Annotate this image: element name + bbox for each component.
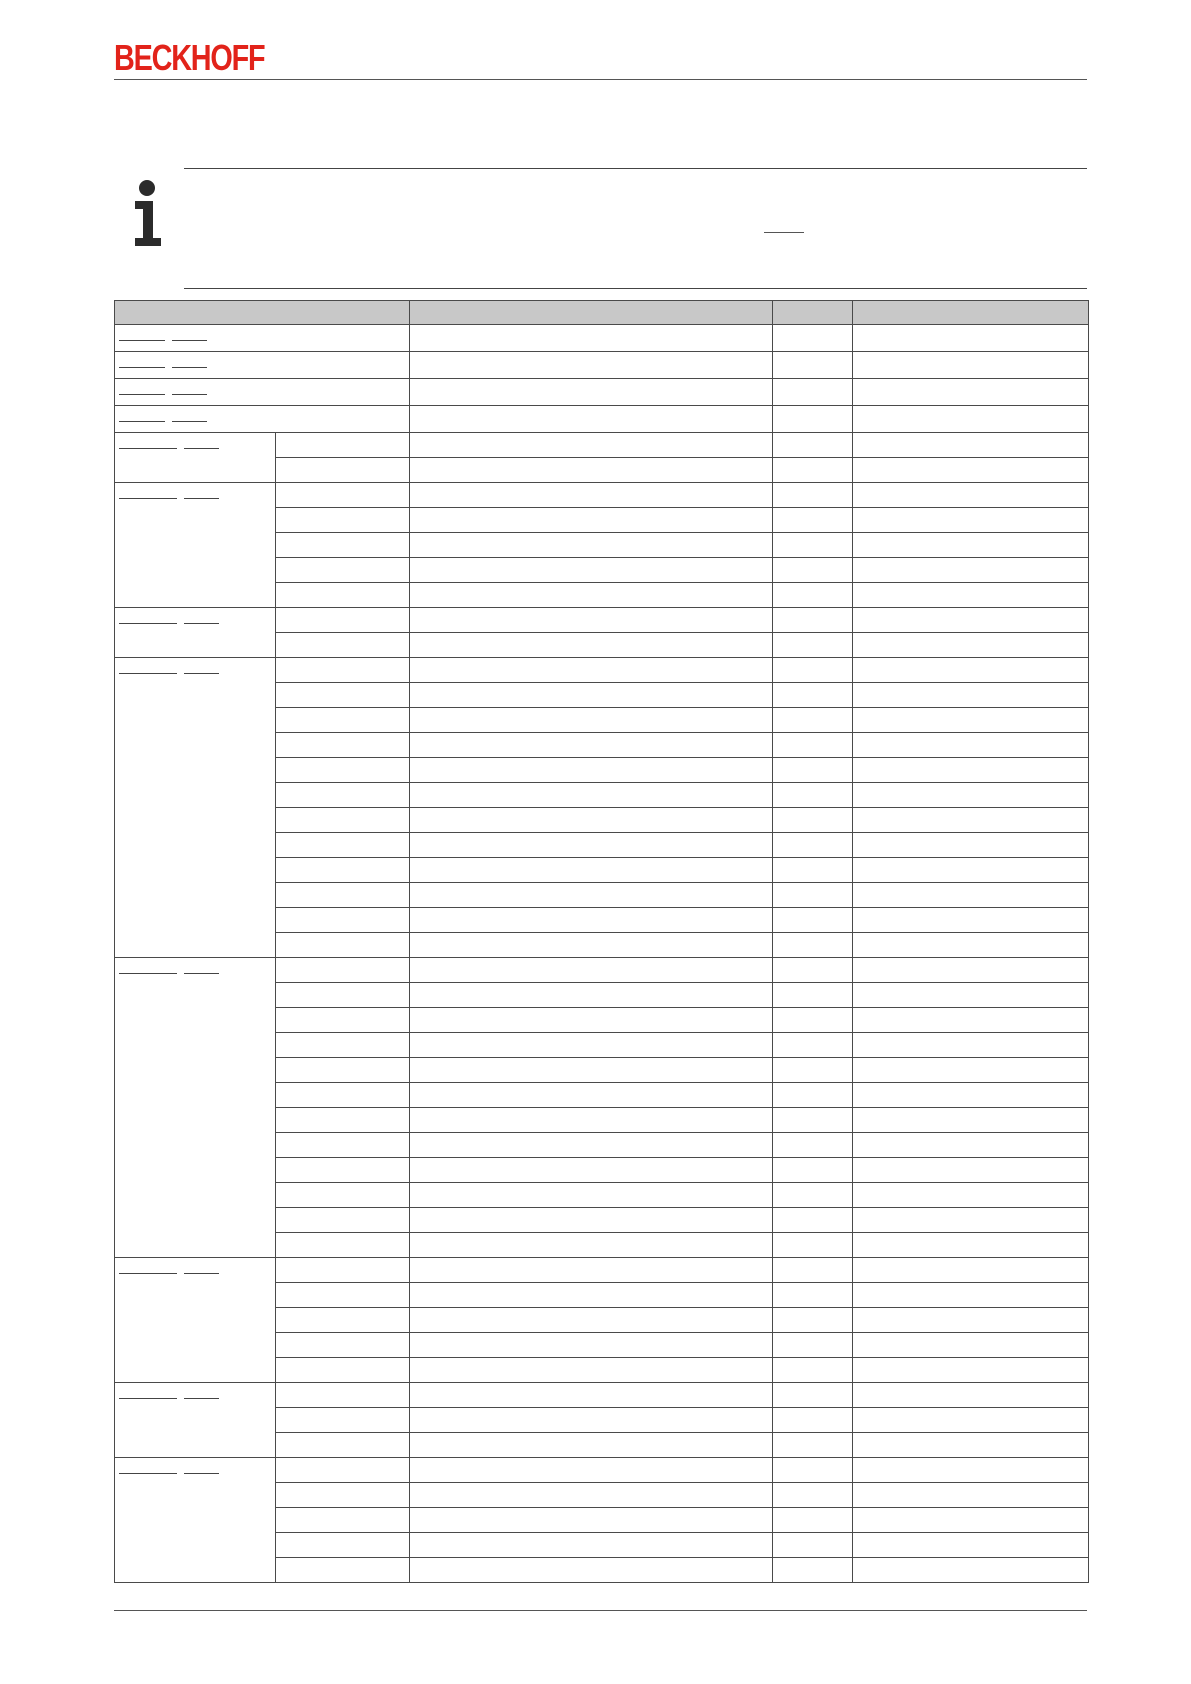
value-cell — [853, 858, 1089, 883]
table-row — [115, 1458, 1089, 1483]
flags-cell — [773, 858, 853, 883]
flags-cell — [773, 633, 853, 658]
flags-cell — [773, 1258, 853, 1283]
value-cell — [853, 958, 1089, 983]
name-cell — [410, 758, 773, 783]
index-cell — [115, 379, 410, 406]
name-cell — [410, 583, 773, 608]
value-cell — [853, 558, 1089, 583]
value-cell — [853, 533, 1089, 558]
table-row — [115, 1383, 1089, 1408]
name-cell — [410, 983, 773, 1008]
subindex-cell — [276, 1058, 410, 1083]
flags-cell — [773, 1483, 853, 1508]
flags-cell — [773, 783, 853, 808]
index-link[interactable] — [119, 352, 165, 368]
value-cell — [853, 1008, 1089, 1033]
table-row — [115, 958, 1089, 983]
subindex-cell — [276, 983, 410, 1008]
flags-cell — [773, 1058, 853, 1083]
flags-cell — [773, 379, 853, 406]
name-cell — [410, 1558, 773, 1583]
beckhoff-logo: BECKHOFF — [114, 37, 265, 78]
subindex-cell — [276, 958, 410, 983]
name-cell — [410, 858, 773, 883]
index-cell — [115, 658, 276, 958]
index-cell — [115, 608, 276, 658]
subindex-cell — [276, 933, 410, 958]
subindex-cell — [276, 1233, 410, 1258]
subindex-cell — [276, 508, 410, 533]
name-cell — [410, 1483, 773, 1508]
index-link[interactable] — [119, 1383, 177, 1399]
flags-cell — [773, 1533, 853, 1558]
index-link[interactable] — [119, 406, 165, 422]
index-cell — [115, 325, 410, 352]
note-text — [184, 180, 1087, 280]
value-cell — [853, 708, 1089, 733]
name-cell — [410, 1408, 773, 1433]
flags-cell — [773, 608, 853, 633]
flags-cell — [773, 808, 853, 833]
value-cell — [853, 1558, 1089, 1583]
name-cell — [410, 1283, 773, 1308]
flags-cell — [773, 352, 853, 379]
name-cell — [410, 379, 773, 406]
name-cell — [410, 833, 773, 858]
subindex-cell — [276, 1133, 410, 1158]
name-cell — [410, 808, 773, 833]
value-cell — [853, 808, 1089, 833]
subindex-cell — [276, 1533, 410, 1558]
table-row — [115, 325, 1089, 352]
flags-cell — [773, 1408, 853, 1433]
value-cell — [853, 1183, 1089, 1208]
flags-cell — [773, 1283, 853, 1308]
value-cell — [853, 352, 1089, 379]
flags-cell — [773, 908, 853, 933]
index-cell — [115, 406, 410, 433]
name-cell — [410, 1433, 773, 1458]
subindex-cell — [276, 1308, 410, 1333]
subindex-cell — [276, 1033, 410, 1058]
name-cell — [410, 1258, 773, 1283]
index-cell — [115, 483, 276, 608]
flags-cell — [773, 1183, 853, 1208]
flags-cell — [773, 483, 853, 508]
flags-cell — [773, 683, 853, 708]
flags-cell — [773, 983, 853, 1008]
col-header-index — [115, 301, 410, 325]
value-cell — [853, 458, 1089, 483]
index-link[interactable] — [172, 379, 207, 395]
value-cell — [853, 379, 1089, 406]
name-cell — [410, 508, 773, 533]
note-top-rule — [184, 168, 1087, 169]
name-cell — [410, 1233, 773, 1258]
name-cell — [410, 325, 773, 352]
table-row — [115, 352, 1089, 379]
name-cell — [410, 1458, 773, 1483]
index-link[interactable] — [184, 483, 219, 499]
value-cell — [853, 733, 1089, 758]
flags-cell — [773, 558, 853, 583]
index-link[interactable] — [119, 433, 177, 449]
index-cell — [115, 352, 410, 379]
table-row — [115, 1258, 1089, 1283]
flags-cell — [773, 1008, 853, 1033]
name-cell — [410, 933, 773, 958]
subindex-cell — [276, 733, 410, 758]
name-cell — [410, 406, 773, 433]
flags-cell — [773, 833, 853, 858]
flags-cell — [773, 758, 853, 783]
subindex-cell — [276, 1383, 410, 1408]
value-cell — [853, 1233, 1089, 1258]
flags-cell — [773, 1433, 853, 1458]
flags-cell — [773, 1133, 853, 1158]
subindex-cell — [276, 1083, 410, 1108]
index-link[interactable] — [119, 379, 165, 395]
subindex-cell — [276, 483, 410, 508]
subindex-cell — [276, 1458, 410, 1483]
flags-cell — [773, 658, 853, 683]
index-link[interactable] — [172, 406, 207, 422]
subindex-cell — [276, 1108, 410, 1133]
value-cell — [853, 1383, 1089, 1408]
index-link[interactable] — [184, 433, 219, 449]
name-cell — [410, 883, 773, 908]
flags-cell — [773, 508, 853, 533]
index-link[interactable] — [119, 325, 165, 341]
subindex-cell — [276, 883, 410, 908]
subindex-cell — [276, 558, 410, 583]
name-cell — [410, 1208, 773, 1233]
flags-cell — [773, 1558, 853, 1583]
name-cell — [410, 1383, 773, 1408]
value-cell — [853, 758, 1089, 783]
name-cell — [410, 1158, 773, 1183]
value-cell — [853, 1533, 1089, 1558]
subindex-cell — [276, 683, 410, 708]
name-cell — [410, 733, 773, 758]
flags-cell — [773, 1358, 853, 1383]
name-cell — [410, 352, 773, 379]
flags-cell — [773, 1158, 853, 1183]
value-cell — [853, 908, 1089, 933]
subindex-cell — [276, 1183, 410, 1208]
footer-divider — [114, 1610, 1087, 1611]
flags-cell — [773, 933, 853, 958]
subindex-cell — [276, 458, 410, 483]
table-row — [115, 433, 1089, 458]
index-cell — [115, 1258, 276, 1383]
name-cell — [410, 558, 773, 583]
subindex-cell — [276, 608, 410, 633]
info-icon — [133, 180, 165, 250]
name-cell — [410, 783, 773, 808]
value-cell — [853, 1433, 1089, 1458]
table-row — [115, 658, 1089, 683]
index-link[interactable] — [119, 1258, 177, 1274]
flags-cell — [773, 958, 853, 983]
flags-cell — [773, 733, 853, 758]
name-cell — [410, 483, 773, 508]
subindex-cell — [276, 708, 410, 733]
subindex-cell — [276, 833, 410, 858]
flags-cell — [773, 883, 853, 908]
subindex-cell — [276, 1158, 410, 1183]
name-cell — [410, 1183, 773, 1208]
index-link[interactable] — [119, 658, 177, 674]
value-cell — [853, 1258, 1089, 1283]
flags-cell — [773, 458, 853, 483]
subindex-cell — [276, 1283, 410, 1308]
value-cell — [853, 1508, 1089, 1533]
flags-cell — [773, 1033, 853, 1058]
flags-cell — [773, 1108, 853, 1133]
value-cell — [853, 1483, 1089, 1508]
name-cell — [410, 1308, 773, 1333]
name-cell — [410, 1358, 773, 1383]
value-cell — [853, 1208, 1089, 1233]
name-cell — [410, 708, 773, 733]
flags-cell — [773, 1208, 853, 1233]
table-row — [115, 379, 1089, 406]
col-header-flags — [773, 301, 853, 325]
subindex-cell — [276, 1433, 410, 1458]
value-cell — [853, 508, 1089, 533]
name-cell — [410, 1033, 773, 1058]
subindex-cell — [276, 1333, 410, 1358]
subindex-cell — [276, 808, 410, 833]
index-link[interactable] — [119, 1458, 177, 1474]
index-link[interactable] — [184, 608, 219, 624]
index-cell — [115, 433, 276, 483]
subindex-cell — [276, 1408, 410, 1433]
value-cell — [853, 683, 1089, 708]
index-link[interactable] — [172, 325, 207, 341]
table-row — [115, 483, 1089, 508]
subindex-cell — [276, 908, 410, 933]
subindex-cell — [276, 658, 410, 683]
index-link[interactable] — [184, 958, 219, 974]
value-cell — [853, 1408, 1089, 1433]
subindex-cell — [276, 583, 410, 608]
value-cell — [853, 983, 1089, 1008]
name-cell — [410, 1333, 773, 1358]
index-link[interactable] — [119, 483, 177, 499]
flags-cell — [773, 1458, 853, 1483]
value-cell — [853, 483, 1089, 508]
name-cell — [410, 533, 773, 558]
name-cell — [410, 433, 773, 458]
value-cell — [853, 1133, 1089, 1158]
value-cell — [853, 583, 1089, 608]
value-cell — [853, 658, 1089, 683]
name-cell — [410, 608, 773, 633]
flags-cell — [773, 406, 853, 433]
name-cell — [410, 908, 773, 933]
name-cell — [410, 458, 773, 483]
subindex-cell — [276, 783, 410, 808]
subindex-cell — [276, 1558, 410, 1583]
flags-cell — [773, 1083, 853, 1108]
value-cell — [853, 1308, 1089, 1333]
value-cell — [853, 1358, 1089, 1383]
table-row — [115, 608, 1089, 633]
object-table — [114, 300, 1089, 1583]
flags-cell — [773, 1383, 853, 1408]
subindex-cell — [276, 1508, 410, 1533]
flags-cell — [773, 583, 853, 608]
name-cell — [410, 1108, 773, 1133]
subindex-cell — [276, 858, 410, 883]
value-cell — [853, 1108, 1089, 1133]
name-cell — [410, 1533, 773, 1558]
subindex-cell — [276, 1208, 410, 1233]
note-link[interactable] — [764, 232, 804, 233]
flags-cell — [773, 1308, 853, 1333]
table-row — [115, 406, 1089, 433]
subindex-cell — [276, 1258, 410, 1283]
flags-cell — [773, 1508, 853, 1533]
value-cell — [853, 1283, 1089, 1308]
value-cell — [853, 1083, 1089, 1108]
value-cell — [853, 325, 1089, 352]
name-cell — [410, 683, 773, 708]
name-cell — [410, 1058, 773, 1083]
table-header-row — [115, 301, 1089, 325]
value-cell — [853, 1158, 1089, 1183]
name-cell — [410, 1133, 773, 1158]
subindex-cell — [276, 533, 410, 558]
note-bottom-rule — [184, 288, 1087, 289]
name-cell — [410, 1008, 773, 1033]
index-link[interactable] — [119, 958, 177, 974]
name-cell — [410, 633, 773, 658]
subindex-cell — [276, 1483, 410, 1508]
value-cell — [853, 1058, 1089, 1083]
name-cell — [410, 1508, 773, 1533]
value-cell — [853, 883, 1089, 908]
value-cell — [853, 1458, 1089, 1483]
value-cell — [853, 433, 1089, 458]
flags-cell — [773, 1233, 853, 1258]
index-link[interactable] — [184, 658, 219, 674]
value-cell — [853, 406, 1089, 433]
name-cell — [410, 958, 773, 983]
flags-cell — [773, 325, 853, 352]
flags-cell — [773, 708, 853, 733]
subindex-cell — [276, 433, 410, 458]
subindex-cell — [276, 1358, 410, 1383]
name-cell — [410, 1083, 773, 1108]
col-header-name — [410, 301, 773, 325]
index-link[interactable] — [119, 608, 177, 624]
subindex-cell — [276, 633, 410, 658]
index-cell — [115, 958, 276, 1258]
flags-cell — [773, 433, 853, 458]
value-cell — [853, 1033, 1089, 1058]
name-cell — [410, 658, 773, 683]
header-divider — [114, 79, 1087, 80]
col-header-value — [853, 301, 1089, 325]
flags-cell — [773, 533, 853, 558]
index-link[interactable] — [172, 352, 207, 368]
index-cell — [115, 1458, 276, 1583]
subindex-cell — [276, 1008, 410, 1033]
value-cell — [853, 933, 1089, 958]
index-link[interactable] — [184, 1458, 219, 1474]
index-link[interactable] — [184, 1383, 219, 1399]
subindex-cell — [276, 758, 410, 783]
value-cell — [853, 783, 1089, 808]
flags-cell — [773, 1333, 853, 1358]
value-cell — [853, 633, 1089, 658]
index-link[interactable] — [184, 1258, 219, 1274]
index-cell — [115, 1383, 276, 1458]
value-cell — [853, 833, 1089, 858]
value-cell — [853, 608, 1089, 633]
value-cell — [853, 1333, 1089, 1358]
